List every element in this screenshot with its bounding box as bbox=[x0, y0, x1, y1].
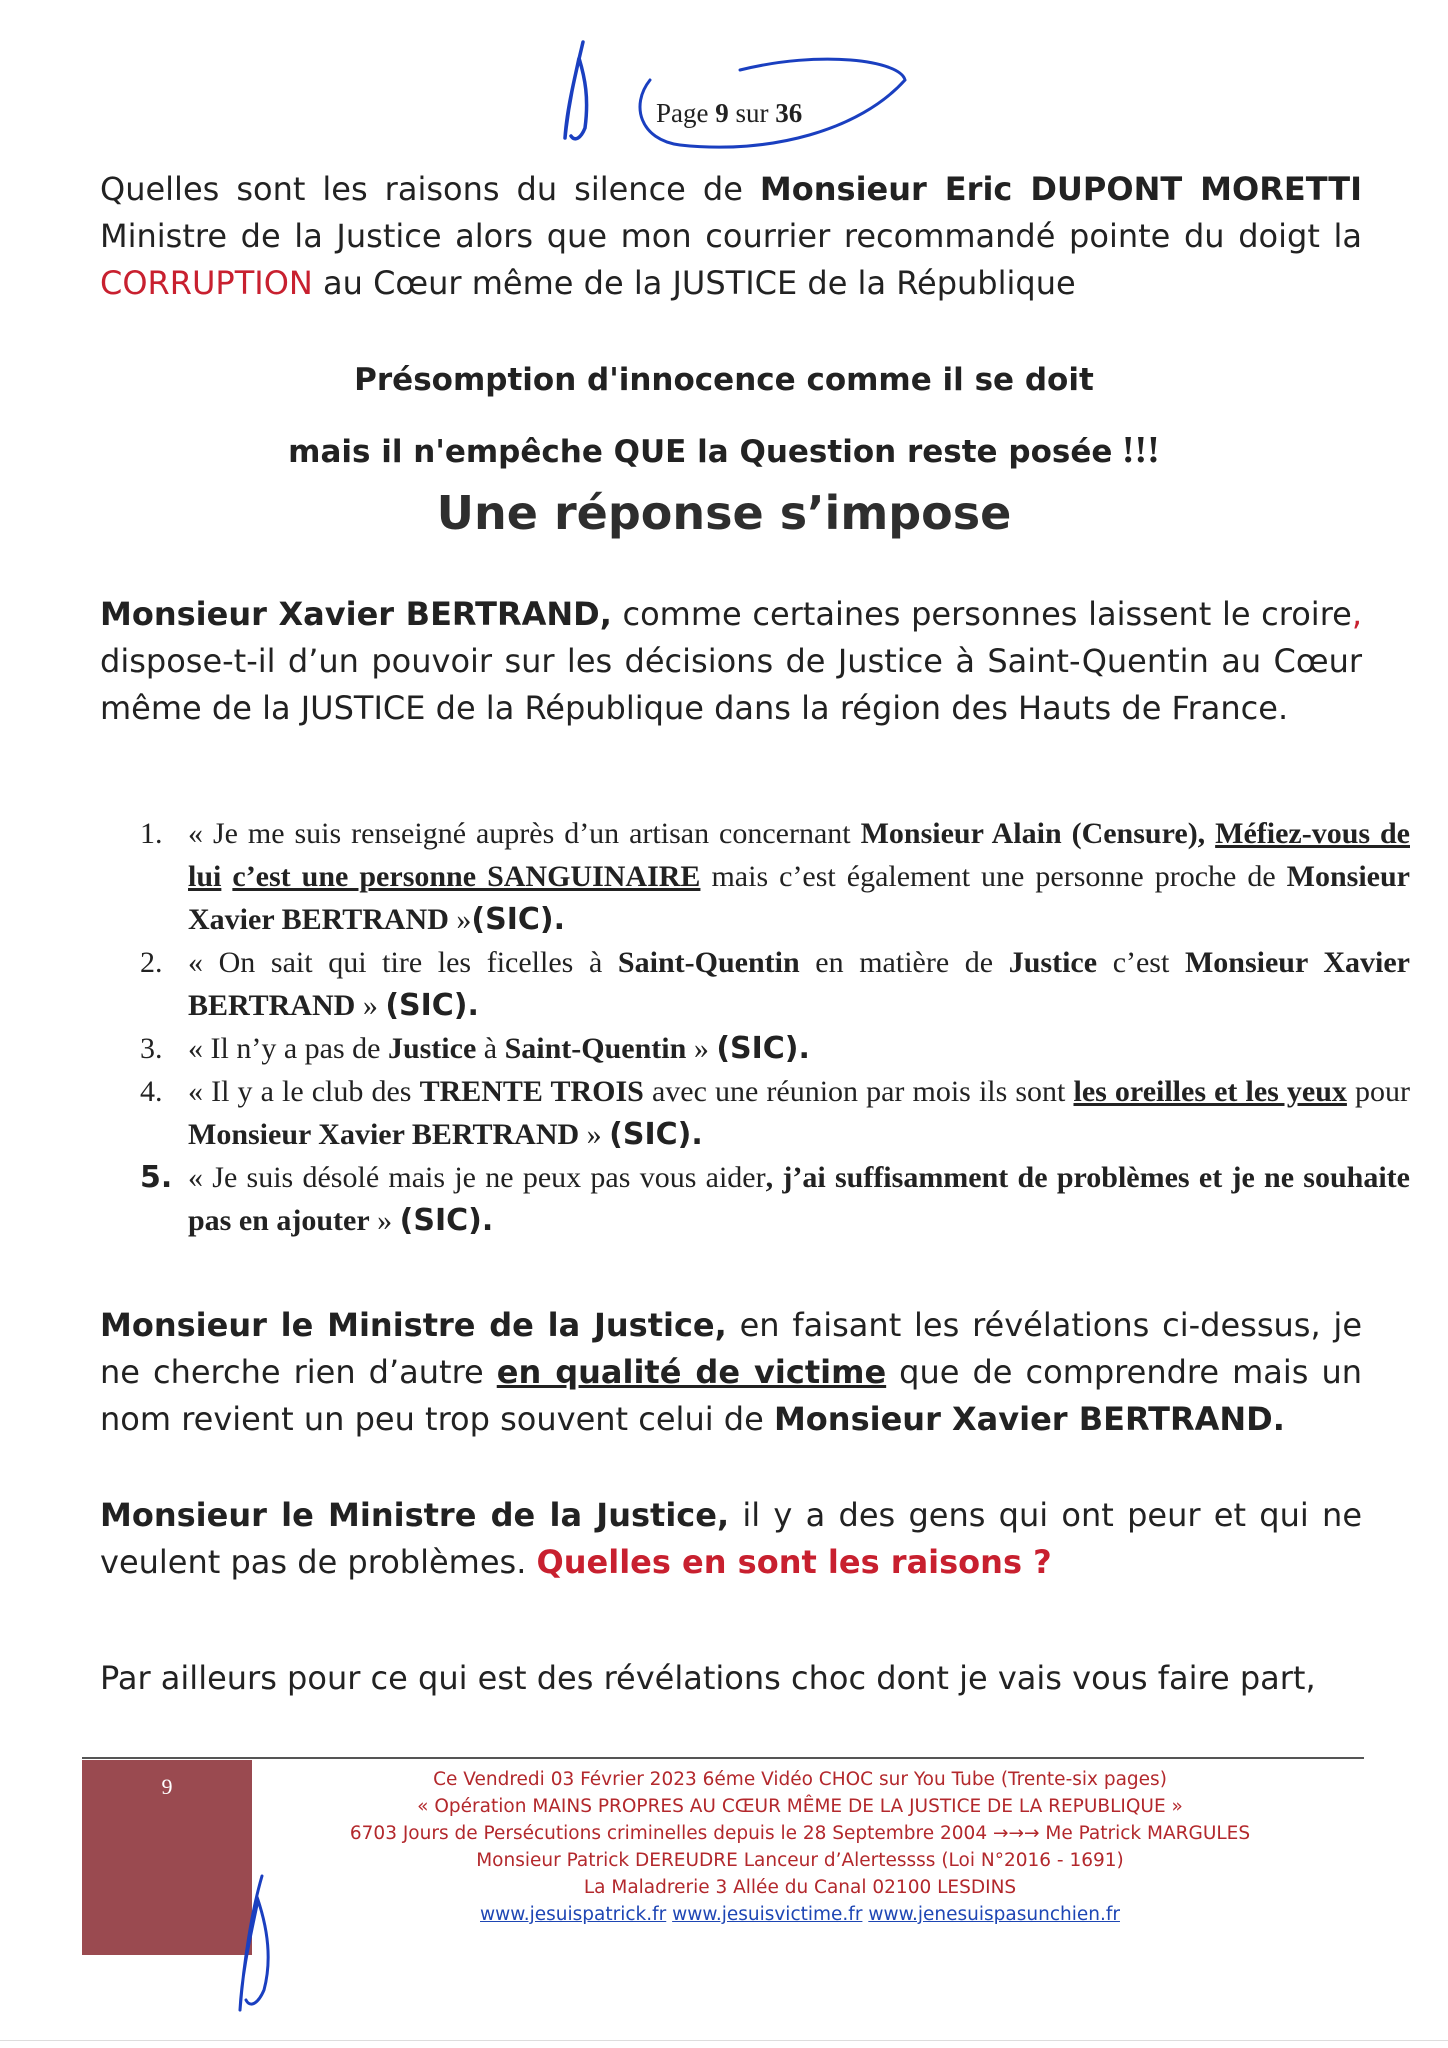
question-highlight: Quelles en sont les raisons ? bbox=[536, 1543, 1052, 1581]
page-header bbox=[0, 0, 1448, 170]
footer-links bbox=[300, 1901, 1300, 1928]
minister-paragraph-2: Monsieur le Ministre de la Justice, il y a des gens qui ont peur et qui ne veulent pas de problèmes. Quelles en sont les raisons ? bbox=[100, 1496, 1363, 1581]
headline: Une réponse s’impose bbox=[436, 486, 1012, 540]
closing-line: Par ailleurs pour ce qui est des révélations choc dont je vais vous faire part, bbox=[100, 1659, 1316, 1697]
footer-divider bbox=[82, 1757, 1364, 1759]
corruption-highlight: CORRUPTION bbox=[100, 264, 313, 302]
handwritten-signature-footer bbox=[222, 1870, 292, 2020]
list-item: 4. « Il y a le club des TRENTE TROIS avec une réunion par mois ils sont les oreilles et les yeux pour Monsieur Xavier BERTRAND » (SIC). bbox=[140, 1075, 1410, 1152]
list-item: 2. « On sait qui tire les ficelles à Saint-Quentin en matière de Justice c’est Monsieur Xavier BERTRAND » (SIC). bbox=[140, 946, 1410, 1023]
minister-paragraph-1: Monsieur le Ministre de la Justice, en faisant les révélations ci-dessus, je ne cherche rien d’autre en qualité de victime que de comprendre mais un nom revient un peu trop souvent celui de Monsieur Xavier BERTRAND. bbox=[100, 1306, 1363, 1438]
presumption-line-1: Présomption d'innocence comme il se doit bbox=[354, 362, 1094, 398]
bertrand-paragraph: Monsieur Xavier BERTRAND, comme certaines personnes laissent le croire, dispose-t-il d’un pouvoir sur les décisions de Justice à Saint-Quentin au Cœur même de la JUSTICE de la République dans la région des Hauts de France. bbox=[100, 595, 1363, 727]
presumption-line-2: mais il n'empêche QUE la Question reste posée !!! bbox=[288, 429, 1160, 471]
handwritten-signature-top bbox=[555, 38, 605, 148]
footer-line-4: Monsieur Patrick DEREUDRE Lanceur d’Alertessss (Loi N°2016 - 1691) bbox=[476, 1850, 1124, 1871]
footer-text bbox=[300, 1766, 1300, 1928]
page-number: Page 9 sur 36 bbox=[656, 98, 803, 128]
intro-paragraph: Quelles sont les raisons du silence de Monsieur Eric DUPONT MORETTI Ministre de la Justice alors que mon courrier recommandé pointe du doigt la CORRUPTION au Cœur même de la JUSTICE de la République bbox=[100, 170, 1363, 302]
list-item: 5. « Je suis désolé mais je ne peux pas vous aider, j’ai suffisamment de problèmes et je ne souhaite pas en ajouter » (SIC). bbox=[140, 1160, 1410, 1238]
footer-line-3: 6703 Jours de Persécutions criminelles depuis le 28 Septembre 2004 →→→ Me Patrick MARGULES bbox=[349, 1823, 1251, 1844]
quote-list bbox=[140, 812, 1410, 1242]
footer-link-jesuisvictime[interactable]: www.jesuisvictime.fr bbox=[672, 1904, 863, 1925]
bottom-divider bbox=[0, 2040, 1448, 2041]
footer-line-2: « Opération MAINS PROPRES AU CŒUR MÊME DE LA JUSTICE DE LA REPUBLIQUE » bbox=[417, 1796, 1183, 1817]
list-item: 3. « Il n’y a pas de Justice à Saint-Quentin » (SIC). bbox=[140, 1031, 810, 1066]
footer-link-jenesuispasunchien[interactable]: www.jenesuispasunchien.fr bbox=[868, 1904, 1120, 1925]
footer-line-1: Ce Vendredi 03 Février 2023 6éme Vidéo CHOC sur You Tube (Trente-six pages) bbox=[433, 1769, 1167, 1790]
footer-page-number: 9 bbox=[161, 1774, 173, 1799]
list-item: 1. « Je me suis renseigné auprès d’un artisan concernant Monsieur Alain (Censure), Méfiez-vous de lui c’est une personne SANGUINAIRE mais c’est également une personne proche de Monsieur Xavier BERTRAND »(SIC). bbox=[140, 817, 1410, 937]
footer-link-jesuispatrick[interactable]: www.jesuispatrick.fr bbox=[480, 1904, 667, 1925]
footer-line-5: La Maladrerie 3 Allée du Canal 02100 LESDINS bbox=[583, 1877, 1017, 1898]
